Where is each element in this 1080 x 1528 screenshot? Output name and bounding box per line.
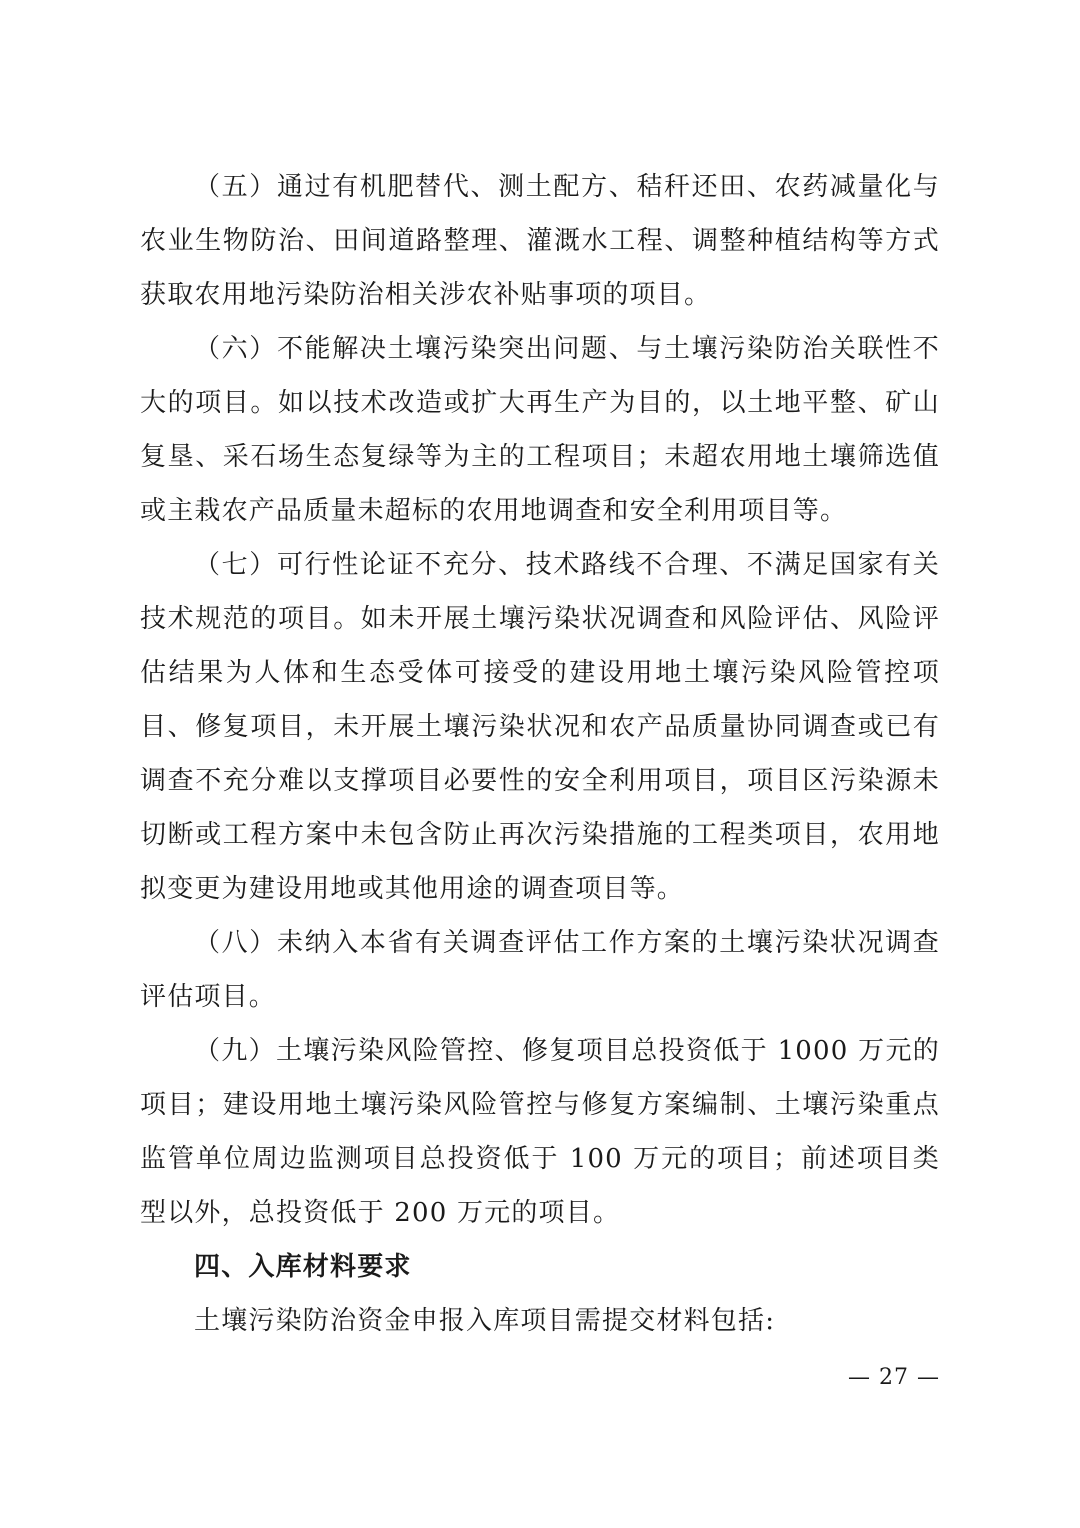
paragraph-item-9: （九）土壤污染风险管控、修复项目总投资低于 1000 万元的项目；建设用地土壤污染风险管控与修复方案编制、土壤污染重点监管单位周边监测项目总投资低于 100 万元的项目；前述项目类型以外，总投资低于 200 万元的项目。 <box>140 1036 940 1228</box>
paragraph-item-5: （五）通过有机肥替代、测土配方、秸秆还田、农药减量化与农业生物防治、田间道路整理、灌溉水工程、调整种植结构等方式获取农用地污染防治相关涉农补贴事项的项目。 <box>140 172 940 310</box>
page-number: — 27 — <box>848 1365 940 1390</box>
section-heading: 四、入库材料要求 <box>194 1252 412 1282</box>
paragraph-item-7: （七）可行性论证不充分、技术路线不合理、不满足国家有关技术规范的项目。如未开展土壤污染状况调查和风险评估、风险评估结果为人体和生态受体可接受的建设用地土壤污染风险管控项目、修复项目，未开展土壤污染状况和农产品质量协同调查或已有调查不充分难以支撑项目必要性的安全利用项目，项目区污染源未切断或工程方案中未包含防止再次污染措施的工程类项目，农用地拟变更为建设用地或其他用途的调查项目等。 <box>140 550 940 904</box>
paragraph-item-6: （六）不能解决土壤污染突出问题、与土壤污染防治关联性不大的项目。如以技术改造或扩大再生产为目的，以土地平整、矿山复垦、采石场生态复绿等为主的工程项目；未超农用地土壤筛选值或主栽农产品质量未超标的农用地调查和安全利用项目等。 <box>140 334 940 526</box>
closing-paragraph: 土壤污染防治资金申报入库项目需提交材料包括: <box>194 1306 776 1336</box>
paragraph-item-8: （八）未纳入本省有关调查评估工作方案的土壤污染状况调查评估项目。 <box>140 928 940 1012</box>
document-body <box>140 160 940 1348</box>
